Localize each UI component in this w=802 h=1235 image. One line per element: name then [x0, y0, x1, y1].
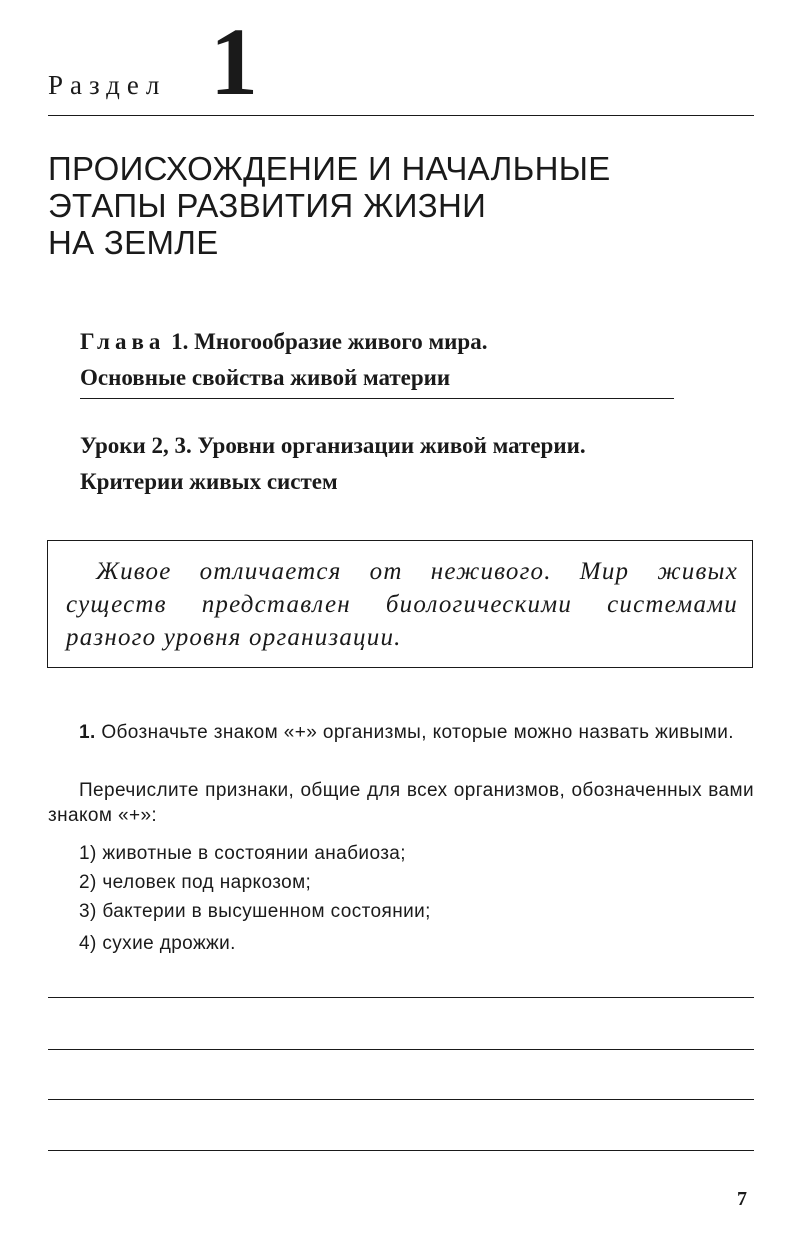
- chapter-title-line2: Основные свойства живой материи: [80, 365, 451, 390]
- answer-line[interactable]: [48, 997, 754, 998]
- lesson-heading: [80, 428, 586, 500]
- list-item: 1) животные в состоянии анабиоза;: [79, 843, 406, 864]
- task-question: Перечислите признаки, общие для всех организмов, обозначенных вами знаком «+»:: [48, 780, 754, 826]
- epigraph-text: Живое отличается от неживого. Мир живых существ представлен биологическими системами разного уровня организации.: [66, 558, 738, 651]
- part-title-line: НА ЗЕМЛЕ: [48, 224, 219, 261]
- part-title: [48, 150, 611, 261]
- page-number: 7: [737, 1188, 747, 1210]
- epigraph-box: [47, 540, 753, 668]
- list-item: 2) человек под наркозом;: [79, 872, 312, 893]
- chapter-prefix: Глава: [80, 329, 166, 354]
- chapter-rule: [80, 398, 674, 399]
- section-label: Раздел: [48, 70, 167, 100]
- task-number: 1.: [79, 722, 96, 743]
- part-title-line: ЭТАПЫ РАЗВИТИЯ ЖИЗНИ: [48, 187, 487, 224]
- part-title-line: ПРОИСХОЖДЕНИЕ И НАЧАЛЬНЫЕ: [48, 150, 611, 187]
- answer-line[interactable]: [48, 1099, 754, 1100]
- list-item: 3) бактерии в высушенном состоянии;: [79, 901, 431, 922]
- chapter-title-line1: 1. Многообразие живого мира.: [171, 329, 488, 354]
- lesson-title-line2: Критерии живых систем: [80, 469, 338, 494]
- lesson-title-line1: Уроки 2, 3. Уровни организации живой материи.: [80, 433, 586, 458]
- answer-line[interactable]: [48, 1150, 754, 1151]
- task-instruction: Обозначьте знаком «+» организмы, которые можно назвать живыми.: [101, 722, 734, 743]
- chapter-heading: [80, 324, 487, 396]
- answer-line[interactable]: [48, 1049, 754, 1050]
- list-item: 4) сухие дрожжи.: [79, 933, 236, 954]
- task-text: [48, 720, 754, 745]
- section-number: 1: [210, 8, 258, 115]
- section-rule: [48, 115, 754, 116]
